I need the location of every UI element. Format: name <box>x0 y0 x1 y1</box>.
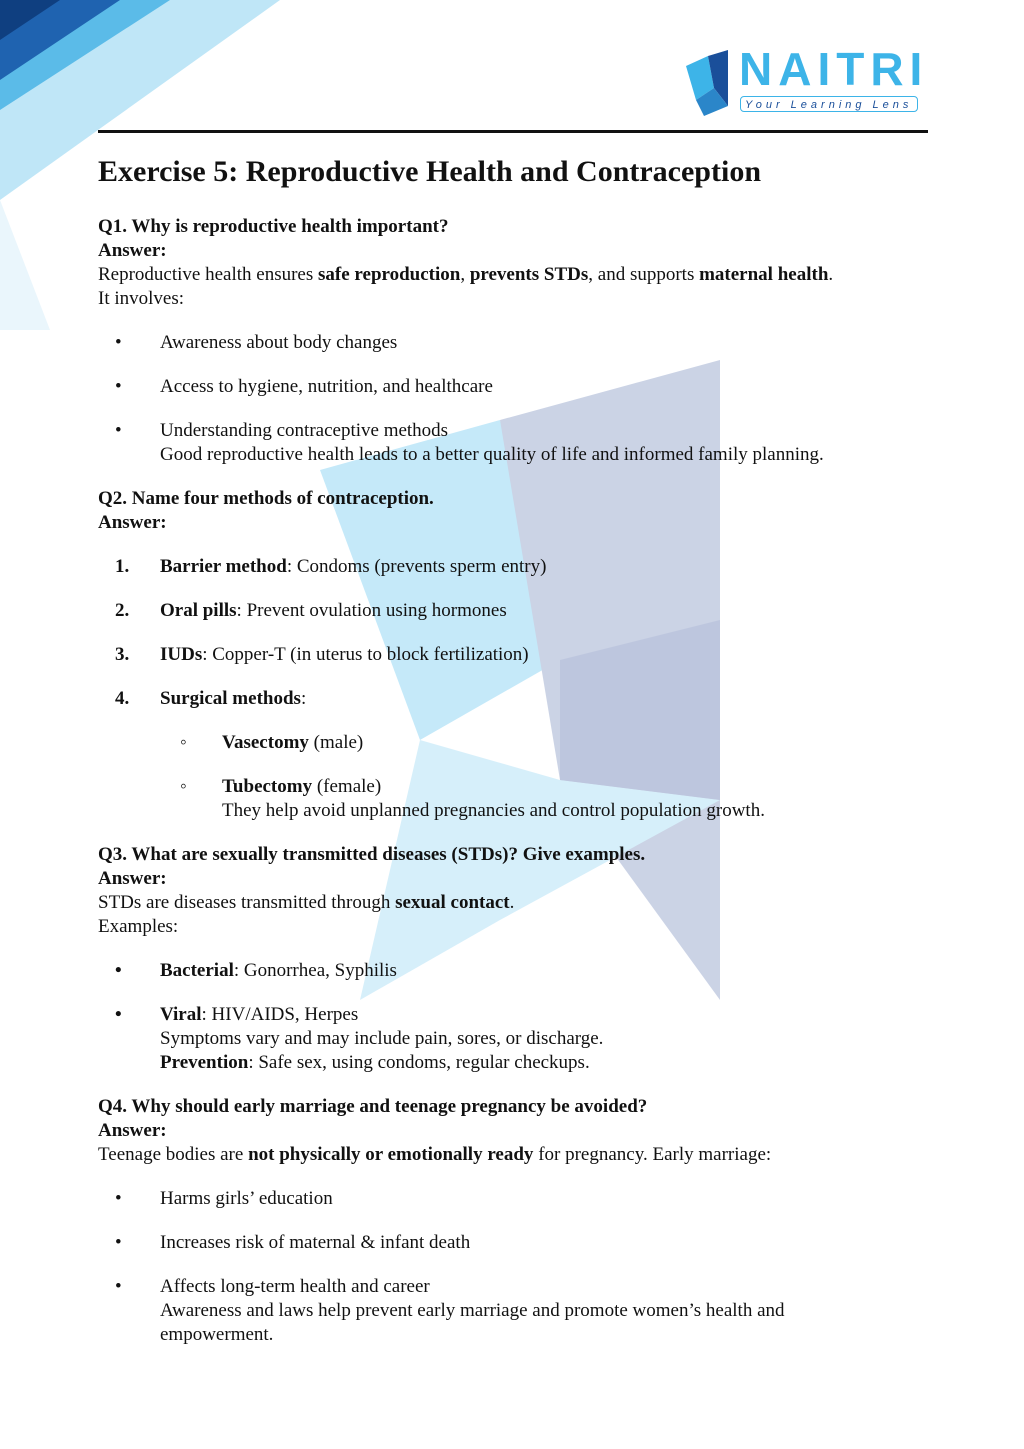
list-item <box>98 959 928 983</box>
list-marker: ◦ <box>180 776 187 797</box>
list-marker: 2. <box>115 600 130 621</box>
text-line <box>160 1051 928 1075</box>
text-line <box>160 375 928 399</box>
text-span: They help avoid unplanned pregnancies and control population growth. <box>222 800 765 821</box>
list-item <box>98 599 928 623</box>
bold-text: Tubectomy <box>222 776 313 797</box>
text-span: Awareness and laws help prevent early marriage and promote women’s health and <box>160 1300 785 1321</box>
text-span: empowerment. <box>160 1324 274 1345</box>
answer-list <box>98 555 928 823</box>
list-marker: • <box>115 1188 122 1209</box>
list-marker: • <box>115 420 122 441</box>
logo-mark-icon <box>684 48 739 118</box>
questions <box>98 215 928 1347</box>
text-span: Teenage bodies are <box>98 1144 249 1165</box>
text-span: Increases risk of maternal & infant death <box>160 1232 471 1253</box>
list-item <box>98 419 928 467</box>
bold-text: Viral <box>160 1004 202 1025</box>
text-line <box>160 1299 928 1323</box>
text-span: Harms girls’ education <box>160 1188 333 1209</box>
text-line <box>160 555 928 579</box>
text-span: , <box>460 264 470 285</box>
text-line <box>98 891 928 915</box>
list-marker: • <box>115 332 122 353</box>
bold-text: Vasectomy <box>222 732 309 753</box>
answer-label: Answer: <box>98 868 167 889</box>
list-marker: • <box>115 1004 122 1025</box>
text-span: . <box>509 892 515 913</box>
question-section <box>98 1095 928 1347</box>
answer-label: Answer: <box>98 512 167 533</box>
bold-text: Prevention <box>160 1052 249 1073</box>
text-span: : Gonorrhea, Syphilis <box>233 960 397 981</box>
sub-list-item <box>160 775 928 823</box>
text-line <box>160 331 928 355</box>
list-marker: ◦ <box>180 732 187 753</box>
text-line <box>160 687 928 711</box>
bold-text: Bacterial <box>160 960 234 981</box>
text-span: (female) <box>312 776 382 797</box>
question-heading: Q4. Why should early marriage and teenage pregnancy be avoided? <box>98 1096 648 1117</box>
text-span: , and supports <box>588 264 700 285</box>
header-rule <box>98 130 928 133</box>
text-span: : Prevent ovulation using hormones <box>236 600 507 621</box>
text-line <box>98 287 928 311</box>
list-marker: 1. <box>115 556 130 577</box>
logo-tagline: Your Learning Lens <box>740 96 918 112</box>
sub-list-item <box>160 731 928 755</box>
text-line <box>160 1027 928 1051</box>
page-title: Exercise 5: Reproductive Health and Contraception <box>98 155 762 188</box>
list-item <box>98 1231 928 1255</box>
text-line <box>160 643 928 667</box>
text-line <box>222 731 928 755</box>
list-item <box>98 687 928 823</box>
list-marker: • <box>115 1232 122 1253</box>
text-span: (male) <box>308 732 364 753</box>
answer-label: Answer: <box>98 1120 167 1141</box>
text-span: Affects long-term health and career <box>160 1276 430 1297</box>
list-item <box>98 331 928 355</box>
text-span: Access to hygiene, nutrition, and healthcare <box>160 376 493 397</box>
text-line <box>160 1275 928 1299</box>
text-span: Symptoms vary and may include pain, sores, or discharge. <box>160 1028 604 1049</box>
text-span: Reproductive health ensures <box>98 264 319 285</box>
question-heading: Q2. Name four methods of contraception. <box>98 488 434 509</box>
question-heading: Q1. Why is reproductive health important? <box>98 216 449 237</box>
question-section <box>98 487 928 823</box>
bold-text: prevents STDs <box>469 264 589 285</box>
sub-list <box>160 731 928 823</box>
text-span: It involves: <box>98 288 185 309</box>
question-section <box>98 843 928 1075</box>
list-item <box>98 643 928 667</box>
text-line <box>160 1323 928 1347</box>
text-line <box>160 419 928 443</box>
question-section <box>98 215 928 467</box>
text-span: Examples: <box>98 916 179 937</box>
text-line <box>160 1003 928 1027</box>
bold-text: Barrier method <box>160 556 287 577</box>
text-line <box>98 1143 928 1167</box>
text-span: for pregnancy. Early marriage: <box>533 1144 772 1165</box>
text-span: STDs are diseases transmitted through <box>98 892 396 913</box>
document-body <box>98 154 928 1347</box>
list-marker: 4. <box>115 688 130 709</box>
bold-text: not physically or emotionally ready <box>248 1144 534 1165</box>
text-line <box>160 1231 928 1255</box>
text-span: : HIV/AIDS, Herpes <box>201 1004 359 1025</box>
bold-text: sexual contact <box>395 892 510 913</box>
text-span: Understanding contraceptive methods <box>160 420 449 441</box>
list-item <box>98 555 928 579</box>
list-marker: • <box>115 376 122 397</box>
list-item <box>98 375 928 399</box>
text-span: . <box>828 264 834 285</box>
list-item <box>98 1187 928 1211</box>
list-item <box>98 1003 928 1075</box>
text-line <box>222 799 928 823</box>
list-item <box>98 1275 928 1347</box>
bold-text: maternal health <box>699 264 829 285</box>
bold-text: Oral pills <box>160 600 237 621</box>
answer-list <box>98 1187 928 1347</box>
list-marker: • <box>115 960 122 981</box>
text-span: Awareness about body changes <box>160 332 398 353</box>
naitri-logo <box>684 43 934 120</box>
text-line <box>98 263 928 287</box>
text-line <box>160 443 928 467</box>
bold-text: IUDs <box>160 644 203 665</box>
text-span: Good reproductive health leads to a better quality of life and informed family planning. <box>160 444 824 465</box>
text-line <box>160 599 928 623</box>
text-span: : Copper-T (in uterus to block fertilization) <box>202 644 529 665</box>
answer-list <box>98 959 928 1075</box>
text-line <box>160 1187 928 1211</box>
text-span: : <box>300 688 307 709</box>
bold-text: safe reproduction <box>318 264 461 285</box>
list-marker: 3. <box>115 644 130 665</box>
question-heading: Q3. What are sexually transmitted diseases (STDs)? Give examples. <box>98 844 646 865</box>
list-marker: • <box>115 1276 122 1297</box>
text-line <box>160 959 928 983</box>
logo-wordmark: NAITRI <box>739 43 929 95</box>
text-line <box>222 775 928 799</box>
text-line <box>98 915 928 939</box>
bold-text: Surgical methods <box>160 688 301 709</box>
answer-list <box>98 331 928 467</box>
text-span: : Condoms (prevents sperm entry) <box>286 556 547 577</box>
text-span: : Safe sex, using condoms, regular checkups. <box>248 1052 590 1073</box>
answer-label: Answer: <box>98 240 167 261</box>
